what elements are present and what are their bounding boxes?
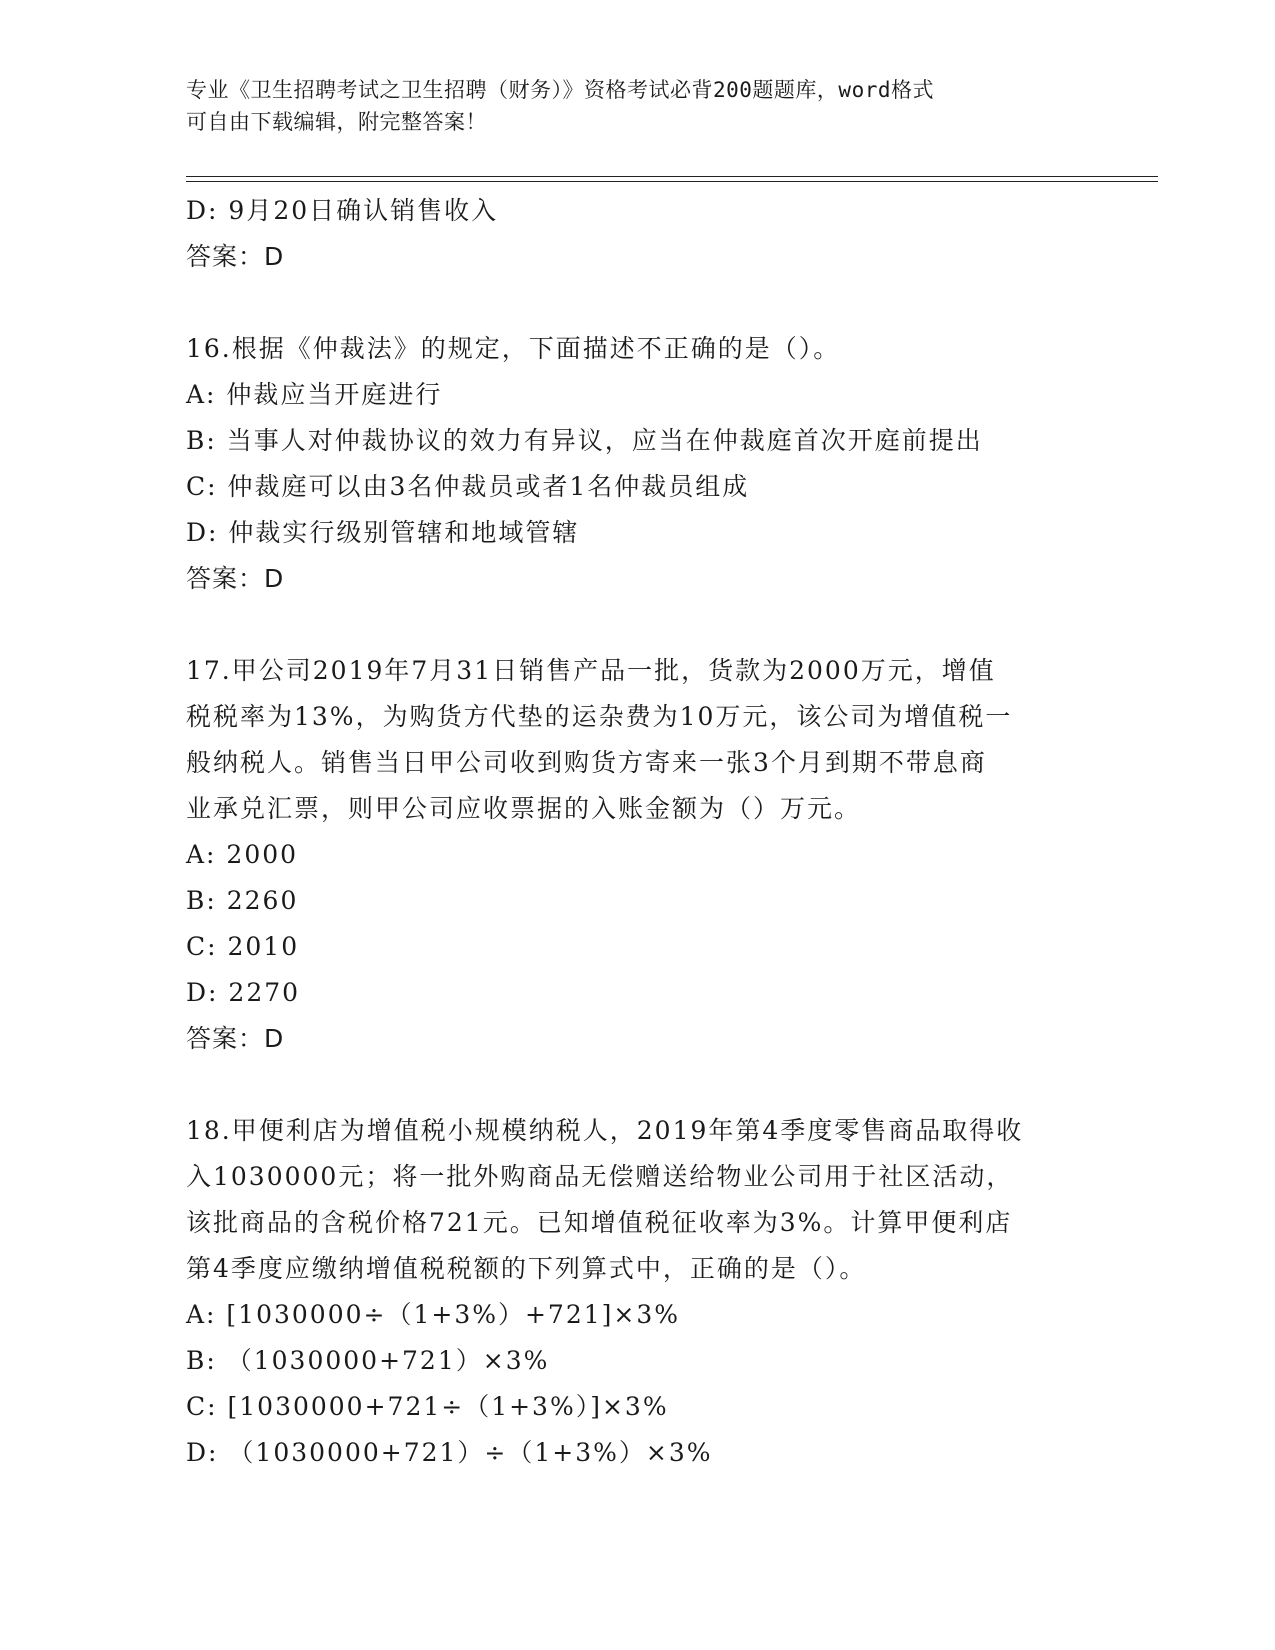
question-17 (186, 648, 1086, 1062)
question-18-option-b: B: （1030000+721）×3% (186, 1346, 550, 1375)
question-18-stem-line2: 入1030000元；将一批外购商品无偿赠送给物业公司用于社区活动， (186, 1162, 1014, 1191)
question-17-answer: 答案：D (186, 1024, 285, 1053)
question-16-option-c: C: 仲裁庭可以由3名仲裁员或者1名仲裁员组成 (186, 472, 750, 501)
question-18-option-a: A: [1030000÷（1+3%）+721]×3% (186, 1300, 681, 1329)
question-18-option-c: C: [1030000+721÷（1+3%）]×3% (186, 1392, 669, 1421)
question-17-stem-line1: 17.甲公司2019年7月31日销售产品一批，货款为2000万元，增值 (186, 656, 996, 685)
header-title-line2: 可自由下载编辑，附完整答案！ (186, 110, 487, 134)
question-18-stem-line4: 第4季度应缴纳增值税税额的下列算式中，正确的是（）。 (186, 1254, 867, 1283)
spacer (186, 1062, 1086, 1108)
page-header (186, 74, 1066, 138)
question-17-stem-line2: 税税率为13%，为购货方代垫的运杂费为10万元，该公司为增值税一 (186, 702, 1013, 731)
question-16-option-b: B: 当事人对仲裁协议的效力有异议，应当在仲裁庭首次开庭前提出 (186, 426, 983, 455)
header-divider-bottom (186, 181, 1158, 182)
prev-option-d: D: 9月20日确认销售收入 (186, 196, 499, 225)
question-16-answer: 答案：D (186, 564, 285, 593)
spacer (186, 280, 1086, 326)
question-17-stem-line3: 般纳税人。销售当日甲公司收到购货方寄来一张3个月到期不带息商 (186, 748, 987, 777)
question-18-stem-line3: 该批商品的含税价格721元。已知增值税征收率为3%。计算甲便利店 (186, 1208, 1013, 1237)
question-18-stem-line1: 18.甲便利店为增值税小规模纳税人，2019年第4季度零售商品取得收 (186, 1116, 1024, 1145)
question-16 (186, 326, 1086, 602)
question-16-stem: 16.根据《仲裁法》的规定，下面描述不正确的是（）。 (186, 334, 841, 363)
header-divider-top (186, 176, 1158, 177)
header-title-line1: 专业《卫生招聘考试之卫生招聘（财务）》资格考试必背200题题库，word格式 (186, 78, 934, 102)
question-content (186, 188, 1086, 1476)
question-17-option-b: B: 2260 (186, 886, 299, 915)
question-17-option-d: D: 2270 (186, 978, 301, 1007)
question-16-option-d: D: 仲裁实行级别管辖和地域管辖 (186, 518, 580, 547)
question-18 (186, 1108, 1086, 1476)
question-17-option-a: A: 2000 (186, 840, 299, 869)
prev-answer: 答案：D (186, 242, 285, 271)
question-17-option-c: C: 2010 (186, 932, 300, 961)
question-18-option-d: D: （1030000+721）÷（1+3%）×3% (186, 1438, 713, 1467)
question-16-option-a: A: 仲裁应当开庭进行 (186, 380, 443, 409)
spacer (186, 602, 1086, 648)
question-17-stem-line4: 业承兑汇票，则甲公司应收票据的入账金额为（）万元。 (186, 794, 862, 823)
